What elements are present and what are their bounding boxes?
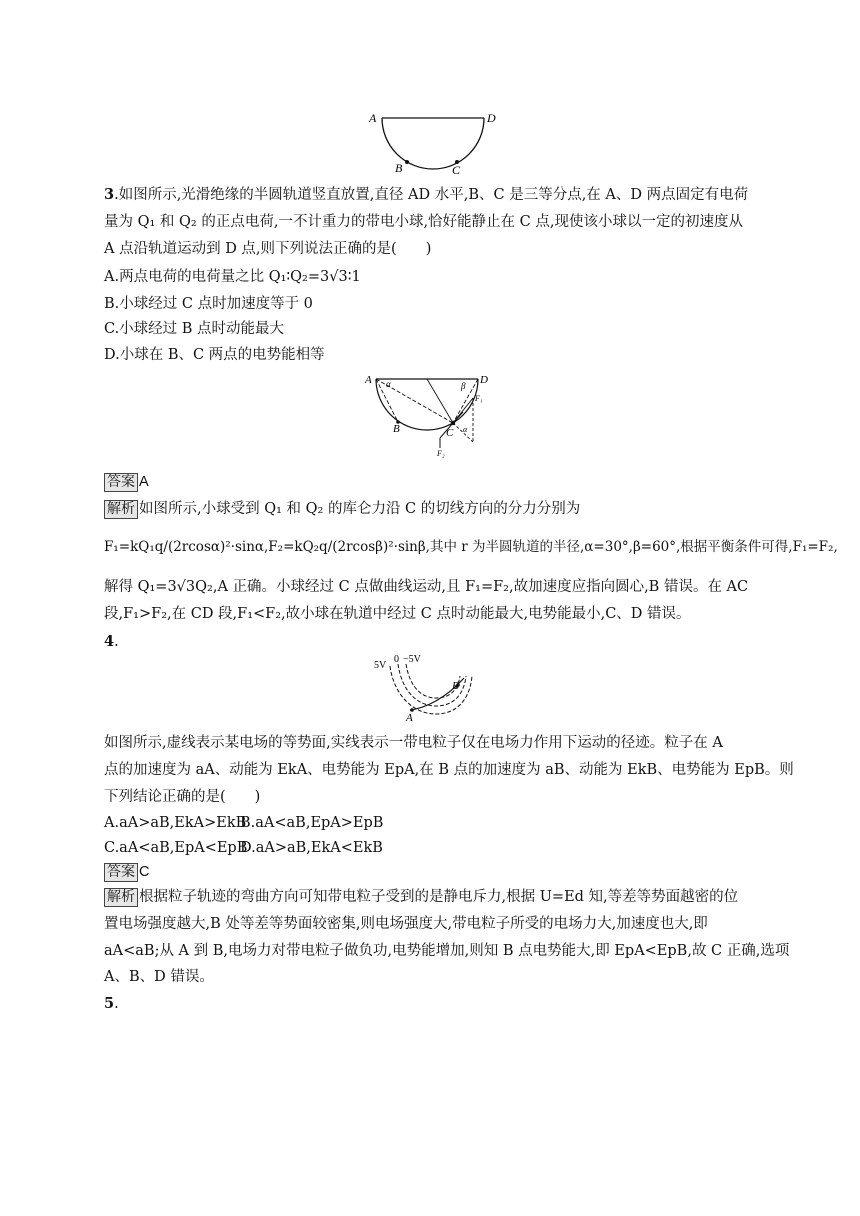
q4-analysis-line-3: aA<aB;从 A 到 B,电场力对带电粒子做负功,电势能增加,则知 B 点电势能大,即 EpA<EpB,故 C 正确,选项	[104, 943, 790, 959]
fig3-label-5v: 5V	[374, 660, 387, 671]
q4-option-d: D.aA>aB,EkA<EkB	[240, 840, 383, 856]
fig2-label-f2: F₂	[437, 449, 445, 458]
fig2-label-b: B	[393, 423, 400, 435]
fig3-label-0: 0	[394, 654, 399, 665]
q4-analysis-1: 根据粒子轨迹的弯曲方向可知带电粒子受到的是静电斥力,根据 U=Ed 知,等差等势面越密的位	[139, 889, 739, 905]
semicircle-figure	[360, 108, 500, 178]
q5-number-suffix: .	[114, 996, 119, 1012]
fig3-label-minus5v: −5V	[403, 654, 421, 665]
q3-stem-1: .如图所示,光滑绝缘的半圆轨道竖直放置,直径 AD 水平,B、C 是三等分点,在 A、D 两点固定有电荷	[114, 187, 749, 203]
fig2-label-f1: F₁	[475, 394, 483, 403]
q3-stem-line-3: A 点沿轨道运动到 D 点,则下列说法正确的是( )	[104, 241, 432, 257]
q3-analysis-1: 如图所示,小球受到 Q₁ 和 Q₂ 的库仑力沿 C 的切线方向的分力分别为	[139, 501, 581, 517]
analysis-tag: 解析	[104, 500, 138, 519]
q3-option-a: A.两点电荷的电荷量之比 Q₁∶Q₂=3√3∶1	[104, 269, 361, 285]
q3-analysis-line-1	[104, 499, 580, 519]
q3-analysis-line-2: F₁=kQ₁q/(2rcosα)²·sinα,F₂=kQ₂q/(2rcosβ)²·sinβ,其中 r 为半圆轨道的半径,α=30°,β=60°,根据平衡条件可得,F₁=F₂,	[104, 539, 838, 555]
q4-stem-line-3: 下列结论正确的是( )	[104, 789, 261, 805]
q4-analysis-line-1	[104, 887, 738, 907]
answer-value: C	[139, 864, 150, 880]
force-diagram	[360, 370, 510, 460]
q4-options-row-2	[104, 838, 383, 858]
q4-option-b: B.aA<aB,EpA>EpB	[240, 815, 384, 831]
q3-stem-line-1	[104, 185, 748, 205]
label-c: C	[452, 163, 461, 177]
q4-number-line	[104, 632, 119, 652]
q4-option-c: C.aA<aB,EpA<EpB	[104, 840, 248, 856]
answer-value: A	[139, 474, 149, 490]
q4-number-suffix: .	[114, 634, 119, 650]
q4-options-row-1	[104, 813, 383, 833]
q3-answer	[104, 472, 149, 492]
q4-analysis-line-4: A、B、D 错误。	[104, 969, 214, 985]
fig2-label-beta: β	[461, 381, 466, 391]
q3-analysis-line-4: 段,F₁>F₂,在 CD 段,F₁<F₂,故小球在轨道中经过 C 点时动能最大,电势能最小,C、D 错误。	[104, 606, 691, 622]
label-a: A	[369, 111, 377, 125]
q4-stem-line-2: 点的加速度为 aA、动能为 EkA、电势能为 EpA,在 B 点的加速度为 aB、动能为 EkB、电势能为 EpB。则	[104, 762, 794, 778]
analysis-tag: 解析	[104, 888, 138, 907]
fig3-label-b: B	[452, 680, 459, 692]
label-b: B	[395, 161, 403, 175]
q3-analysis-line-3: 解得 Q₁=3√3Q₂,A 正确。小球经过 C 点做曲线运动,且 F₁=F₂,故加速度应指向圆心,B 错误。在 AC	[104, 579, 749, 595]
q5-number: 5	[104, 995, 115, 1012]
q4-option-a: A.aA>aB,EkA>EkB	[104, 815, 247, 831]
answer-tag: 答案	[104, 863, 138, 882]
fig2-label-alpha: α	[386, 379, 391, 389]
q3-number: 3	[104, 186, 115, 203]
answer-tag: 答案	[104, 473, 138, 492]
fig2-label-c: C	[446, 427, 454, 439]
q4-number: 4	[104, 633, 115, 650]
fig2-label-alpha-2: α	[463, 425, 468, 434]
q3-option-d: D.小球在 B、C 两点的电势能相等	[104, 347, 325, 363]
q3-option-c: C.小球经过 B 点时动能最大	[104, 321, 285, 337]
label-d: D	[487, 111, 496, 125]
fig2-label-a: A	[365, 374, 372, 386]
fig3-label-a: A	[406, 712, 413, 724]
q4-analysis-line-2: 置电场强度越大,B 处等差等势面较密集,则电场强度大,带电粒子所受的电场力大,加速度也大,即	[104, 916, 708, 932]
q4-answer	[104, 862, 149, 882]
equipotential-figure	[372, 652, 492, 724]
q3-stem-line-2: 量为 Q₁ 和 Q₂ 的正点电荷,一不计重力的带电小球,恰好能静止在 C 点,现使该小球以一定的初速度从	[104, 214, 743, 230]
q4-stem-line-1: 如图所示,虚线表示某电场的等势面,实线表示一带电粒子仅在电场力作用下运动的径迹。粒子在 A	[104, 735, 723, 751]
fig2-label-d: D	[480, 374, 488, 386]
q5-number-line	[104, 994, 119, 1014]
q3-option-b: B.小球经过 C 点时加速度等于 0	[104, 296, 313, 312]
